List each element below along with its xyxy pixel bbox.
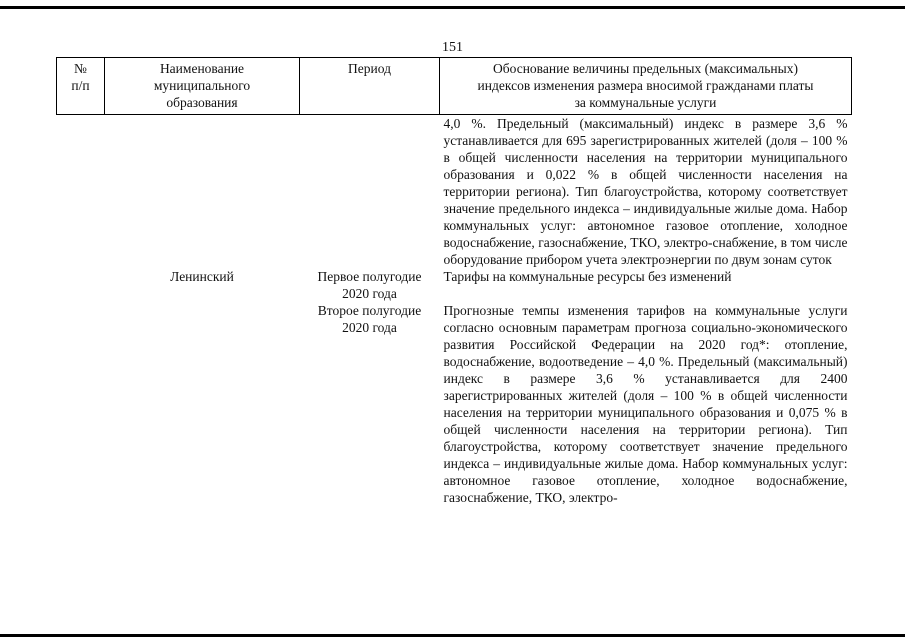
- header-municipality-name: [105, 58, 300, 115]
- row-municipality-name: [105, 115, 300, 269]
- header-justification-line: Обоснование величины предельных (максимальных): [493, 61, 798, 76]
- table-row: [57, 302, 852, 506]
- table-row: [57, 115, 852, 269]
- row-period: [300, 115, 440, 269]
- header-justification-line: индексов изменения размера вносимой гражданами платы: [477, 78, 814, 93]
- bottom-border-line: [0, 634, 905, 637]
- table-header-row: [57, 58, 852, 115]
- header-period: Период: [300, 58, 440, 115]
- header-name-line: Наименование: [159, 61, 245, 76]
- header-number-line: п/п: [71, 78, 90, 93]
- page-number: 151: [442, 40, 463, 55]
- header-justification-line: за коммунальные услуги: [574, 95, 717, 110]
- header-number-line: №: [74, 61, 87, 76]
- table-row: [57, 268, 852, 302]
- row-justification: Тарифы на коммунальные ресурсы без изменений: [443, 269, 732, 284]
- row-municipality-name: Ленинский: [170, 269, 234, 284]
- row-number: [57, 115, 105, 269]
- tariff-index-table: [56, 57, 852, 506]
- row-number: [57, 302, 105, 506]
- header-justification: [440, 58, 852, 115]
- header-name-line: муниципального: [153, 78, 251, 93]
- header-number: [57, 58, 105, 115]
- header-name-line: образования: [166, 95, 238, 110]
- row-period: Первое полугодие 2020 года: [317, 269, 422, 301]
- row-municipality-name: [105, 302, 300, 506]
- row-number: [57, 268, 105, 302]
- top-border-line: [0, 6, 905, 9]
- row-period: Второе полугодие 2020 года: [317, 303, 422, 335]
- row-justification: 4,0 %. Предельный (максимальный) индекс в размере 3,6 % устанавливается для 695 зарегистрированных жителей (доля – 100 % в общей численности населения на территории муниципального образования и 0,022 % в общей численности населения на территории региона). Тип благоустройства, которому соответствует значение предельного индекса – индивидуальные жилые дома. Набор коммунальных услуг: автономное газовое отопление, холодное водоснабжение, газоснабжение, ТКО, электро-снабжение, в том числе оборудование прибором учета электроэнергии по двум зонам суток: [443, 116, 848, 267]
- row-justification: Прогнозные темпы изменения тарифов на коммунальные услуги согласно основным параметрам прогноза социально-экономического развития Российской Федерации на 2020 год*: отопление, водоснабжение, водоотведение – 4,0 %. Предельный (максимальный) индекс в размере 3,6 % устанавливается для 2400 зарегистрированных жителей (доля – 100 % в общей численности населения на территории муниципального образования и 0,075 % в общей численности населения на территории региона). Тип благоустройства, которому соответствует значение предельного индекса – индивидуальные жилые дома. Набор коммунальных услуг: автономное газовое отопление, холодное водоснабжение, газоснабжение, ТКО, электро-: [443, 303, 848, 505]
